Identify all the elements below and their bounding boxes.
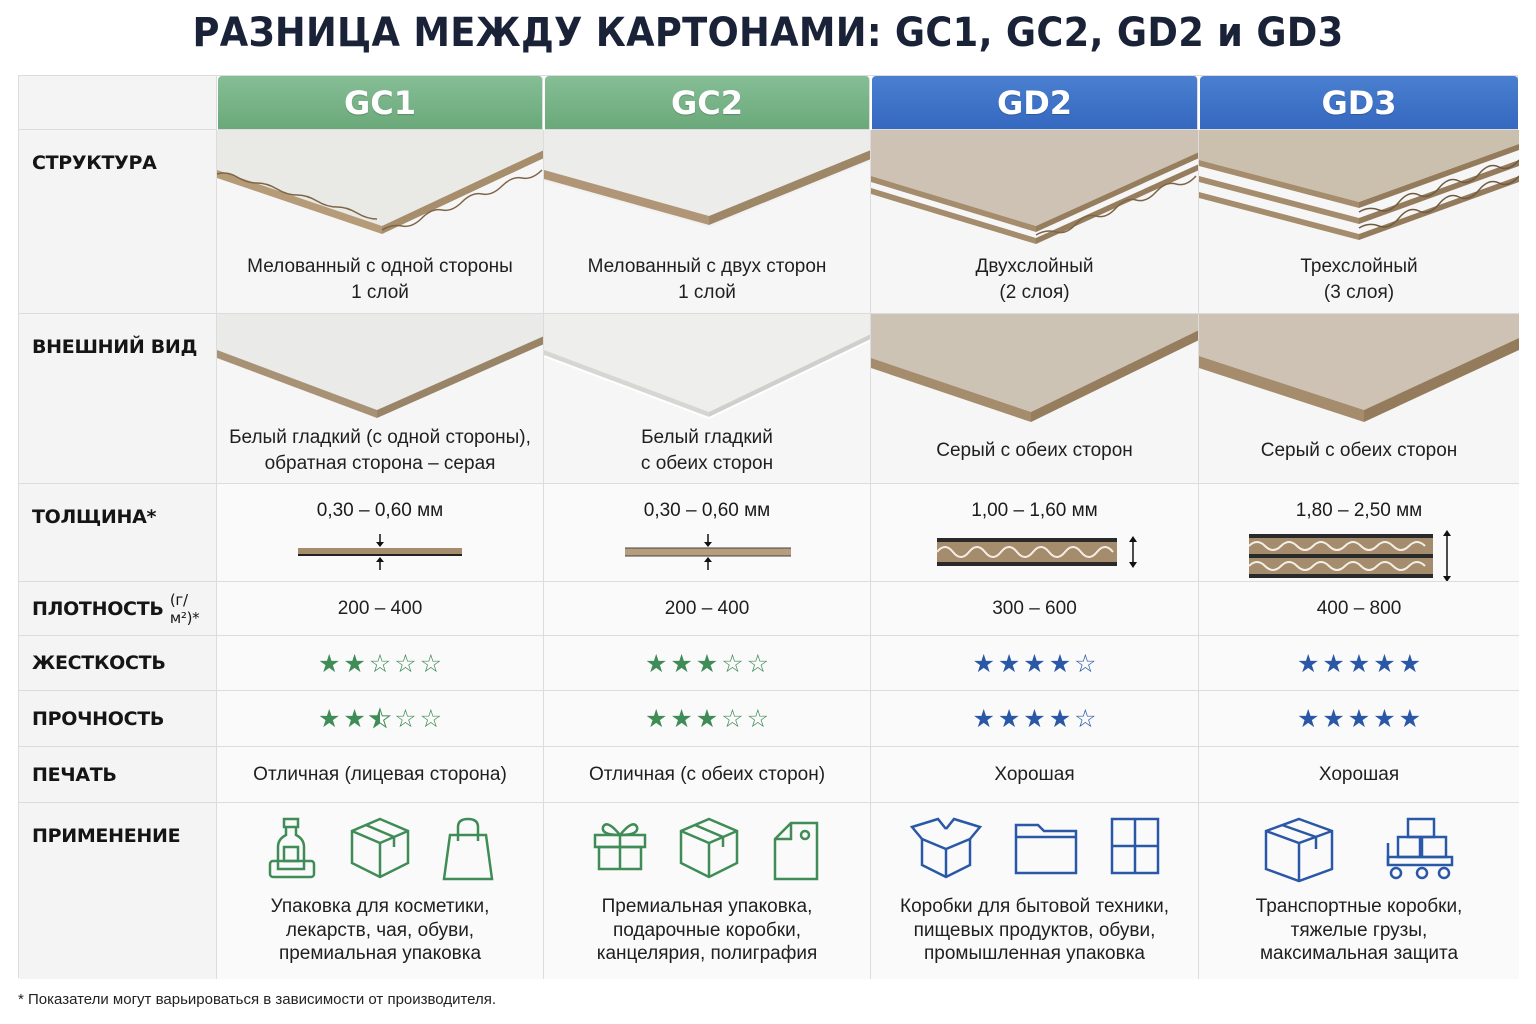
row-label-stiffness: ЖЕСТКОСТЬ — [19, 636, 217, 691]
star-empty-icon: ☆ — [419, 648, 443, 678]
star-filled-icon: ★ — [997, 704, 1021, 733]
shipping-box-icon — [1264, 817, 1334, 883]
strength-gc2-stars — [645, 706, 769, 731]
box-icon — [350, 817, 410, 879]
star-empty-icon: ☆ — [419, 704, 443, 733]
thickness-gc2-diagram — [617, 528, 797, 572]
stiffness-gd2-stars — [972, 648, 1097, 678]
usage-gd3 — [1199, 803, 1519, 979]
print-gc1: Отличная (лицевая сторона) — [217, 747, 544, 803]
board-structure-gc2-image — [544, 130, 871, 250]
density-gc1: 200 – 400 — [217, 582, 544, 636]
appearance-gd3 — [1199, 314, 1519, 484]
structure-gd3-caption: Трехслойный (3 слоя) — [1300, 256, 1418, 303]
board-structure-gc1-image — [217, 130, 544, 250]
star-filled-icon: ★ — [343, 648, 366, 678]
appearance-gc2 — [544, 314, 871, 484]
star-filled-icon: ★ — [695, 704, 719, 733]
usage-gd3-caption: Транспортные коробки, тяжелые грузы, максимальная защита — [1255, 896, 1463, 964]
star-empty-icon: ☆ — [721, 704, 744, 733]
stiffness-gd2 — [871, 636, 1199, 691]
star-filled-icon: ★ — [1398, 648, 1422, 678]
board-appearance-gc2-image — [544, 314, 871, 424]
row-label-print: ПЕЧАТЬ — [19, 747, 217, 803]
star-empty-icon: ☆ — [394, 648, 417, 678]
appearance-gd2 — [871, 314, 1199, 484]
thickness-gd2 — [871, 484, 1199, 582]
gift-box-icon — [593, 817, 647, 871]
star-filled-icon: ★ — [670, 704, 693, 733]
structure-gd3 — [1199, 130, 1519, 314]
pallet-cart-icon — [1382, 817, 1454, 881]
footnote: * Показатели могут варьироваться в зависимости от производителя. — [18, 991, 497, 1008]
cosmetic-bottle-icon — [266, 817, 318, 881]
strength-gd3-stars — [1297, 706, 1421, 731]
usage-gd2-caption: Коробки для бытовой техники, пищевых продуктов, обуви, промышленная упаковка — [900, 896, 1169, 964]
column-header-gd2: GD2 — [872, 76, 1198, 130]
appearance-gd3-caption: Серый с обеих сторон — [1260, 440, 1458, 461]
appearance-gc1 — [217, 314, 544, 484]
row-label-thickness: ТОЛЩИНА* — [19, 484, 217, 582]
strength-gc1-stars — [318, 706, 442, 731]
shopping-bag-icon — [442, 817, 494, 881]
strength-gc1 — [217, 691, 544, 747]
thickness-gd3-value: 1,80 – 2,50 мм — [1295, 500, 1423, 521]
row-label-appearance: ВНЕШНИЙ ВИД — [19, 314, 217, 484]
star-filled-icon: ★ — [1347, 704, 1371, 733]
star-filled-icon: ★ — [1322, 704, 1345, 733]
star-filled-icon: ★ — [317, 704, 341, 733]
folder-icon — [1014, 817, 1078, 875]
star-filled-icon: ★ — [1347, 648, 1371, 678]
board-appearance-gd2-image — [871, 314, 1199, 424]
divider-grid-icon — [1110, 817, 1160, 875]
board-appearance-gc1-image — [217, 314, 544, 424]
strength-gd3 — [1199, 691, 1519, 747]
row-label-density: ПЛОТНОСТЬ (г/м²)* — [19, 582, 217, 636]
density-gd2: 300 – 600 — [871, 582, 1199, 636]
star-filled-icon: ★ — [972, 648, 995, 678]
star-half-icon: ★ — [368, 704, 392, 733]
star-empty-icon: ☆ — [1074, 648, 1097, 678]
stiffness-gc1-stars — [317, 648, 443, 678]
star-filled-icon: ★ — [1023, 648, 1046, 678]
star-filled-icon: ★ — [695, 648, 719, 678]
thickness-gc2 — [544, 484, 871, 582]
board-structure-gd2-image — [871, 130, 1199, 250]
star-filled-icon: ★ — [644, 648, 668, 678]
structure-gc2 — [544, 130, 871, 314]
star-empty-icon: ☆ — [746, 704, 770, 733]
star-filled-icon: ★ — [1373, 648, 1396, 678]
row-label-usage: ПРИМЕНЕНИЕ — [19, 803, 217, 979]
thickness-gd2-value: 1,00 – 1,60 мм — [971, 500, 1098, 521]
open-box-icon — [910, 817, 982, 879]
density-gc2: 200 – 400 — [544, 582, 871, 636]
structure-gd2-caption: Двухслойный (2 слоя) — [975, 256, 1094, 303]
thickness-gc1-diagram — [290, 528, 470, 572]
thickness-gd3 — [1199, 484, 1519, 582]
star-empty-icon: ☆ — [368, 648, 392, 678]
board-appearance-gd3-image — [1199, 314, 1519, 424]
thickness-gd3-diagram — [1249, 528, 1469, 582]
star-filled-icon: ★ — [1048, 648, 1072, 678]
column-header-gd3: GD3 — [1200, 76, 1518, 130]
usage-gc2-caption: Премиальная упаковка, подарочные коробки, канцелярия, полиграфия — [596, 896, 818, 964]
stiffness-gc1 — [217, 636, 544, 691]
structure-gc2-caption: Мелованный с двух сторон 1 слой — [587, 256, 827, 303]
density-gd3: 400 – 800 — [1199, 582, 1519, 636]
table-corner — [19, 76, 217, 130]
star-filled-icon: ★ — [343, 704, 366, 733]
star-filled-icon: ★ — [1398, 704, 1422, 733]
structure-gc1 — [217, 130, 544, 314]
column-header-gc1: GC1 — [218, 76, 543, 130]
print-gc2: Отличная (с обеих сторон) — [544, 747, 871, 803]
usage-gc1 — [217, 803, 544, 979]
tag-bag-icon — [771, 817, 821, 881]
star-filled-icon: ★ — [1296, 704, 1320, 733]
thickness-gc1 — [217, 484, 544, 582]
stiffness-gd3-stars — [1296, 648, 1422, 678]
print-gd3: Хорошая — [1199, 747, 1519, 803]
comparison-table — [18, 75, 1518, 978]
appearance-gc2-caption: Белый гладкий с обеих сторон — [640, 427, 774, 474]
thickness-gd2-diagram — [925, 528, 1145, 572]
stiffness-gd3 — [1199, 636, 1519, 691]
stiffness-gc2 — [544, 636, 871, 691]
print-gd2: Хорошая — [871, 747, 1199, 803]
star-filled-icon: ★ — [317, 648, 341, 678]
star-filled-icon: ★ — [1296, 648, 1320, 678]
strength-gd2 — [871, 691, 1199, 747]
structure-gd2 — [871, 130, 1199, 314]
strength-gc2 — [544, 691, 871, 747]
row-label-strength: ПРОЧНОСТЬ — [19, 691, 217, 747]
page-title: РАЗНИЦА МЕЖДУ КАРТОНАМИ: GC1, GC2, GD2 и GD3 — [192, 10, 1344, 56]
star-empty-icon: ☆ — [1074, 704, 1097, 733]
board-structure-gd3-image — [1199, 130, 1519, 250]
usage-gc1-caption: Упаковка для косметики, лекарств, чая, обуви, премиальная упаковка — [270, 896, 490, 964]
star-empty-icon: ☆ — [394, 704, 417, 733]
star-empty-icon: ☆ — [746, 648, 770, 678]
row-label-structure: СТРУКТУРА — [19, 130, 217, 314]
usage-gd2 — [871, 803, 1199, 979]
column-header-gc2: GC2 — [545, 76, 870, 130]
appearance-gd2-caption: Серый с обеих сторон — [936, 440, 1133, 461]
structure-gc1-caption: Мелованный с одной стороны 1 слой — [247, 256, 513, 303]
thickness-gc2-value: 0,30 – 0,60 мм — [643, 500, 771, 521]
star-filled-icon: ★ — [972, 704, 995, 733]
star-filled-icon: ★ — [997, 648, 1021, 678]
appearance-gc1-caption: Белый гладкий (с одной стороны), обратная сторона – серая — [229, 427, 531, 474]
star-filled-icon: ★ — [670, 648, 693, 678]
star-filled-icon: ★ — [1373, 704, 1396, 733]
star-filled-icon: ★ — [1048, 704, 1072, 733]
star-filled-icon: ★ — [1322, 648, 1345, 678]
usage-gc2 — [544, 803, 871, 979]
stiffness-gc2-stars — [644, 648, 770, 678]
star-filled-icon: ★ — [1023, 704, 1046, 733]
star-empty-icon: ☆ — [721, 648, 744, 678]
box-icon — [679, 817, 739, 879]
strength-gd2-stars — [972, 706, 1096, 731]
thickness-gc1-value: 0,30 – 0,60 мм — [316, 500, 444, 521]
star-filled-icon: ★ — [644, 704, 668, 733]
